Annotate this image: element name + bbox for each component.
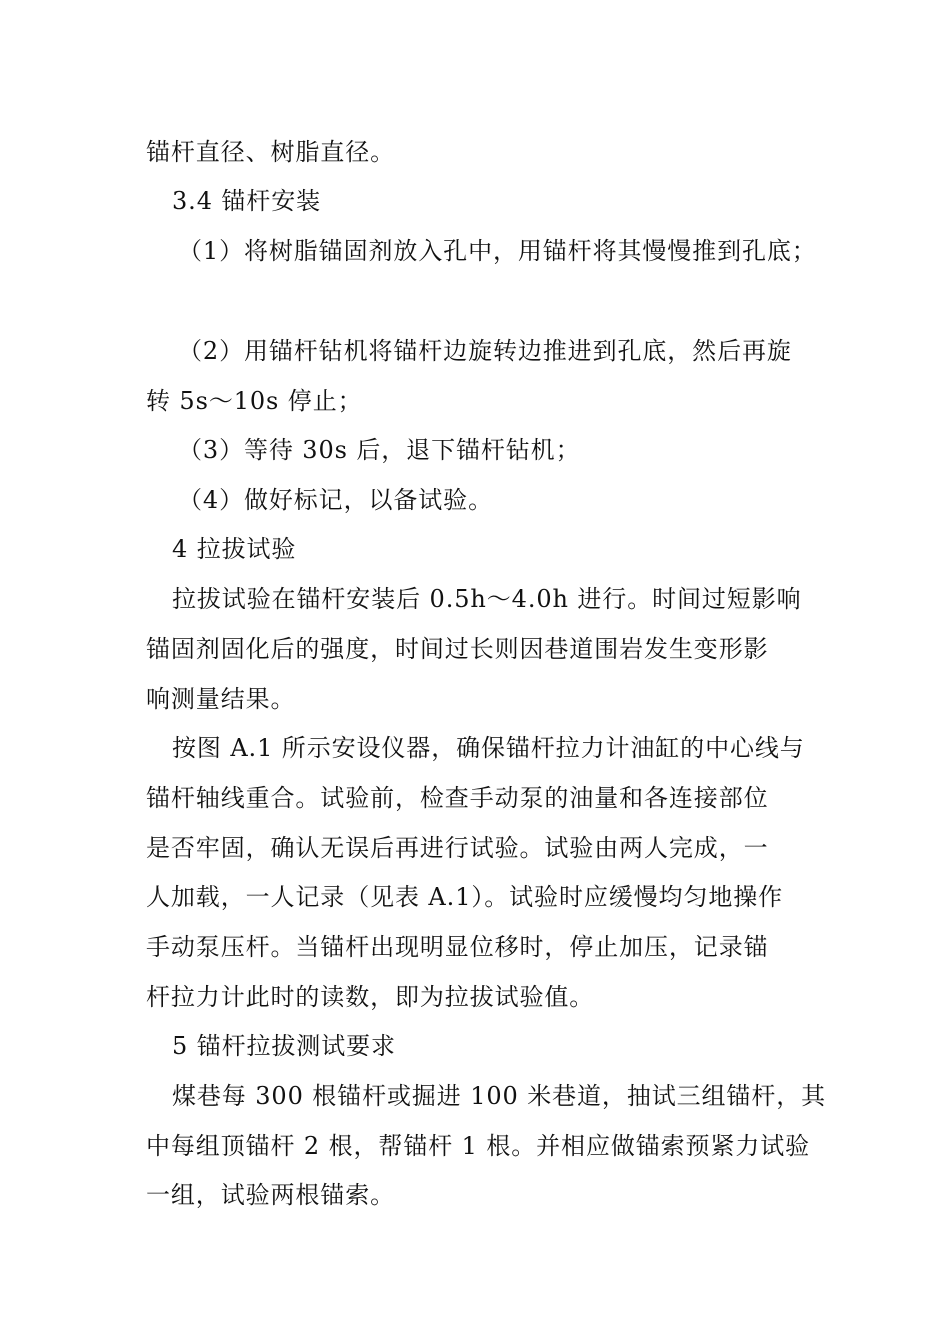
section-heading-3-4: 3.4 锚杆安装 [172,187,321,215]
paragraph-line: 拉拔试验在锚杆安装后 0.5h～4.0h 进行。时间过短影响 [172,585,802,613]
paragraph-line: 杆拉力计此时的读数，即为拉拔试验值。 [146,983,595,1011]
paragraph-line: 中每组顶锚杆 2 根，帮锚杆 1 根。并相应做锚索预紧力试验 [146,1132,811,1160]
paragraph-line: 是否牢固，确认无误后再进行试验。试验由两人完成，一 [146,834,769,862]
step-3: （3）等待 30s 后，退下锚杆钻机； [178,436,581,464]
text-line: 转 5s～10s 停止； [146,387,363,415]
section-heading-5: 5 锚杆拉拔测试要求 [172,1032,396,1060]
step-4: （4）做好标记，以备试验。 [178,486,493,514]
step-1: （1）将树脂锚固剂放入孔中，用锚杆将其慢慢推到孔底； [178,237,817,265]
paragraph-line: 人加载，一人记录（见表 A.1）。试验时应缓慢均匀地操作 [146,883,784,911]
text-line: 锚杆直径、树脂直径。 [146,138,395,166]
paragraph-line: 煤巷每 300 根锚杆或掘进 100 米巷道，抽试三组锚杆，其 [172,1082,827,1110]
paragraph-line: 按图 A.1 所示安设仪器，确保锚杆拉力计油缸的中心线与 [172,734,805,762]
paragraph-line: 锚杆轴线重合。试验前，检查手动泵的油量和各连接部位 [146,784,769,812]
paragraph-line: 锚固剂固化后的强度，时间过长则因巷道围岩发生变形影 [146,635,769,663]
step-2: （2）用锚杆钻机将锚杆边旋转边推进到孔底，然后再旋 [178,337,792,365]
paragraph-line: 手动泵压杆。当锚杆出现明显位移时，停止加压，记录锚 [146,933,769,961]
section-heading-4: 4 拉拔试验 [172,535,297,563]
paragraph-line: 响测量结果。 [146,685,296,713]
paragraph-line: 一组，试验两根锚索。 [146,1181,395,1209]
